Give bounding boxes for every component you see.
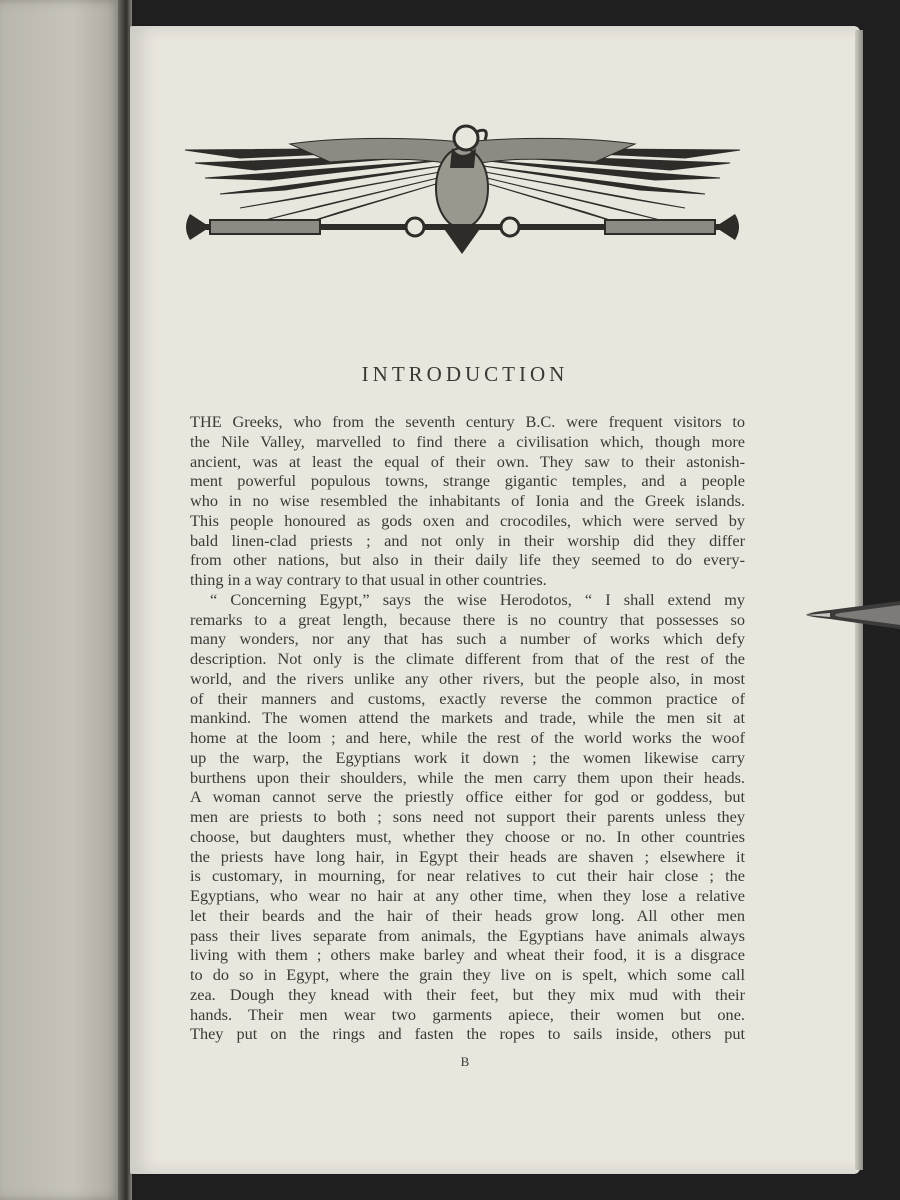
text-line: Egyptians, who wear no hair at any other time, when they lose a relative [190,886,745,905]
page-title: INTRODUCTION [361,362,569,386]
text-line: thing in a way contrary to that usual in other countries. [190,570,547,589]
text-line: who in no wise resembled the inhabitants of Ionia and the Greek islands. [190,491,745,510]
text-line: to do so in Egypt, where the grain they live on is spelt, which some call [190,965,745,984]
text-line: the Nile Valley, marvelled to find there a civilisation which, though more [190,431,745,451]
text-line: hands. Their men wear two garments apiece, their women but one. [190,1004,745,1024]
text-line: ment powerful populous towns, strange gigantic temples, and a people [190,471,745,491]
page-signature: B [460,1054,470,1069]
text-line: THE Greeks, who from the seventh century B.C. were frequent visitors to [190,412,745,431]
text-line: up the warp, the Egyptians work it down ; the women likewise carry [190,747,745,767]
text-line: remarks to a great length, because there is no country that possesses so [190,609,745,629]
text-line: many wonders, nor any that has such a number of works which defy [190,629,745,649]
text-line: from other nations, but also in their daily life they seemed to do every- [190,550,745,570]
text-line: men are priests to both ; sons need not support their parents unless they [190,807,745,826]
text-line: is customary, in mourning, for near relatives to cut their hair close ; the [190,866,745,886]
text-line: let their beards and the hair of their heads grow long. All other men [190,905,745,925]
text-line: world, and the rivers unlike any other rivers, but the people also, in most [190,668,745,688]
text-line: “ Concerning Egypt,” says the wise Herodotos, “ I shall extend my [210,589,745,609]
text-line: mankind. The women attend the markets and trade, while the men sit at [190,708,745,728]
text-line: choose, but daughters must, whether they choose or no. In other countries [190,826,745,846]
body-text [190,412,745,1044]
text-line: of their manners and customs, exactly reverse the common practice of [190,688,745,708]
text-line: zea. Dough they knead with their feet, but they mix mud with their [190,984,745,1004]
text-line: pass their lives separate from animals, the Egyptians have animals always [190,925,745,945]
winged-vulture-icon [180,118,745,258]
text-line: This people honoured as gods oxen and crocodiles, which were served by [190,510,745,530]
text-line: ancient, was at least the equal of their own. They saw to their astonish- [190,451,745,471]
text-line: home at the loom ; and here, while the rest of the world works the woof [190,728,745,747]
text-line: burthens upon their shoulders, while the men carry them upon their heads. [190,767,745,787]
left-page [0,0,122,1200]
text-line: living with them ; others make barley and wheat their food, it is a disgrace [190,945,745,965]
text-line: A woman cannot serve the priestly office either for god or goddess, but [190,787,745,807]
text-line: the priests have long hair, in Egypt their heads are shaven ; elsewhere it [190,846,745,866]
text-line: description. Not only is the climate different from that of the rest of the [190,649,745,668]
text-line: bald linen-clad priests ; and not only in their worship did they differ [190,530,745,550]
text-line: They put on the rings and fasten the ropes to sails inside, others put [190,1024,745,1044]
pen-nib-icon [800,595,900,635]
